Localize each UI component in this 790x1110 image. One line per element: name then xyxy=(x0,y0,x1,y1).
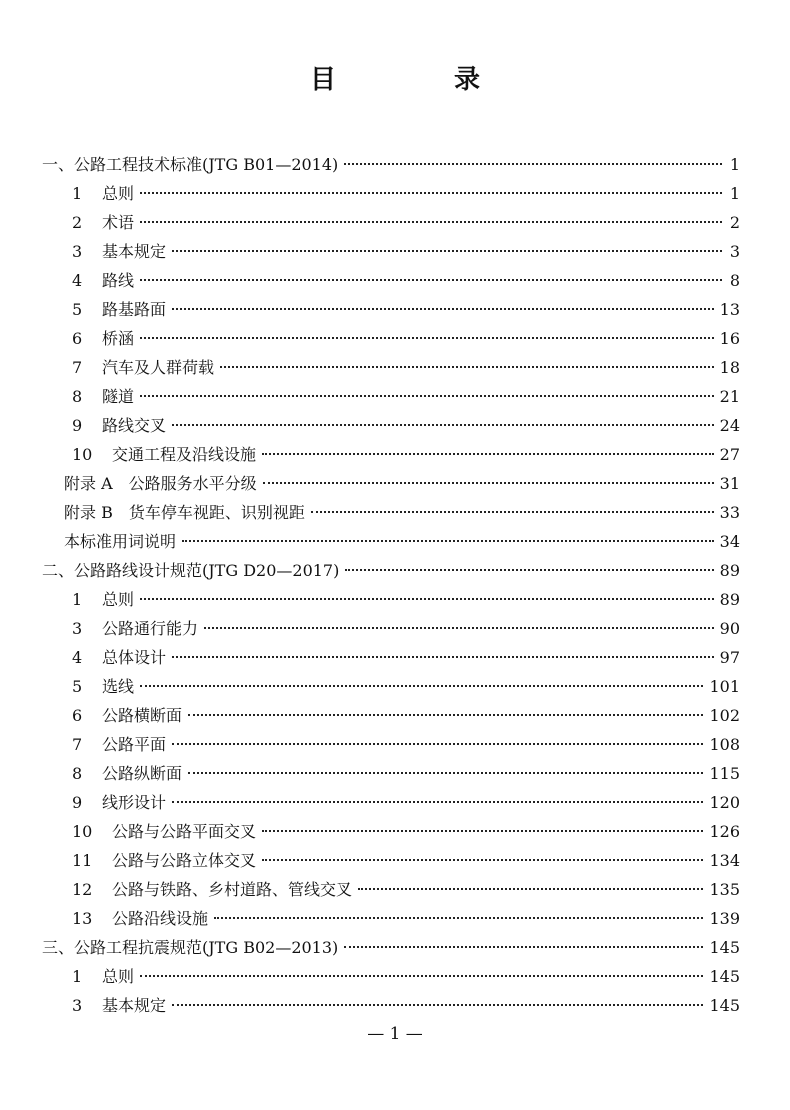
toc-entry-number: 9 xyxy=(72,416,83,435)
toc-entry-number: 13 xyxy=(72,909,93,928)
toc-entry[interactable] xyxy=(42,643,740,672)
toc-entry-label: 路线交叉 xyxy=(102,416,167,435)
toc-dot-leader xyxy=(344,946,703,948)
toc-entry[interactable] xyxy=(42,875,740,904)
toc-entry-page: 108 xyxy=(709,735,740,754)
toc-entry-page: 16 xyxy=(719,329,740,348)
toc-dot-leader xyxy=(140,279,722,281)
toc-entry-label: 基本规定 xyxy=(102,996,167,1015)
toc-entry-label: 公路纵断面 xyxy=(102,764,183,783)
toc-dot-leader xyxy=(172,250,722,252)
toc-entry-number: 9 xyxy=(72,793,83,812)
toc-entry-page: 34 xyxy=(719,532,740,551)
toc-entry-label: 总则 xyxy=(102,184,135,203)
toc-entry[interactable] xyxy=(42,266,740,295)
toc-entry-label: 本标准用词说明 xyxy=(64,532,177,551)
toc-entry-label: 公路平面 xyxy=(102,735,167,754)
toc-entry-label: 公路与铁路、乡村道路、管线交叉 xyxy=(112,880,353,899)
toc-entry[interactable] xyxy=(42,933,740,962)
toc-entry-number: 1 xyxy=(72,184,83,203)
toc-entry[interactable] xyxy=(42,788,740,817)
toc-dot-leader xyxy=(140,221,722,223)
toc-dot-leader xyxy=(140,975,703,977)
toc-entry-label: 二、公路路线设计规范(JTG D20—2017) xyxy=(42,561,340,580)
toc-entry[interactable] xyxy=(42,614,740,643)
toc-dot-leader xyxy=(358,888,703,890)
toc-entry[interactable] xyxy=(42,324,740,353)
toc-dot-leader xyxy=(172,743,703,745)
toc-entry[interactable] xyxy=(42,846,740,875)
toc-entry[interactable] xyxy=(42,962,740,991)
toc-entry-page: 126 xyxy=(709,822,740,841)
toc-entry-page: 27 xyxy=(719,445,740,464)
toc-entry-label: 基本规定 xyxy=(102,242,167,261)
toc-entry-number: 8 xyxy=(72,764,83,783)
toc-entry-page: 102 xyxy=(709,706,740,725)
toc-entry-number: 1 xyxy=(72,967,83,986)
toc-entry[interactable] xyxy=(42,991,740,1020)
toc-entry-page: 89 xyxy=(719,561,740,580)
toc-entry-number: 8 xyxy=(72,387,83,406)
toc-entry-page: 145 xyxy=(709,967,740,986)
toc-dot-leader xyxy=(311,511,714,513)
toc-entry[interactable] xyxy=(42,295,740,324)
toc-entry-label: 路线 xyxy=(102,271,135,290)
toc-entry-page: 134 xyxy=(709,851,740,870)
toc-entry[interactable] xyxy=(42,759,740,788)
toc-dot-leader xyxy=(220,366,714,368)
toc-entry-label: 总则 xyxy=(102,590,135,609)
toc-entry-page: 101 xyxy=(709,677,740,696)
toc-dot-leader xyxy=(345,569,713,571)
toc-entry-label: 公路与公路立体交叉 xyxy=(112,851,257,870)
toc-entry-number: 7 xyxy=(72,358,83,377)
toc-dot-leader xyxy=(344,163,722,165)
toc-entry[interactable] xyxy=(42,150,740,179)
toc-entry-number: 11 xyxy=(72,851,93,870)
toc-entry[interactable] xyxy=(42,817,740,846)
toc-entry[interactable] xyxy=(42,353,740,382)
toc-entry-label: 交通工程及沿线设施 xyxy=(112,445,257,464)
toc-entry-number: 4 xyxy=(72,648,83,667)
toc-dot-leader xyxy=(172,308,714,310)
toc-entry-page: 24 xyxy=(719,416,740,435)
toc-entry-page: 1 xyxy=(729,184,740,203)
toc-entry-label: 路基路面 xyxy=(102,300,167,319)
toc-entry[interactable] xyxy=(42,411,740,440)
toc-entry-number: 12 xyxy=(72,880,93,899)
toc-entry-label: 线形设计 xyxy=(102,793,167,812)
toc-entry-label: 公路与公路平面交叉 xyxy=(112,822,257,841)
toc-entry-number: 10 xyxy=(72,445,93,464)
toc-entry-number: 3 xyxy=(72,619,83,638)
toc-dot-leader xyxy=(262,859,703,861)
toc-dot-leader xyxy=(172,424,714,426)
toc-entry-page: 21 xyxy=(719,387,740,406)
toc-entry-label: 公路横断面 xyxy=(102,706,183,725)
toc-entry[interactable] xyxy=(42,179,740,208)
toc-entry-number: 2 xyxy=(72,213,83,232)
toc-entry-page: 115 xyxy=(709,764,740,783)
toc-entry-page: 139 xyxy=(709,909,740,928)
toc-entry-label: 公路沿线设施 xyxy=(112,909,209,928)
toc-entry-page: 2 xyxy=(729,213,740,232)
toc-entry-label: 总则 xyxy=(102,967,135,986)
toc-entry-label: 选线 xyxy=(102,677,135,696)
toc-entry-label: 汽车及人群荷载 xyxy=(102,358,215,377)
toc-entry-number: 1 xyxy=(72,590,83,609)
toc-entry-page: 89 xyxy=(719,590,740,609)
toc-dot-leader xyxy=(140,337,714,339)
toc-entry[interactable] xyxy=(42,440,740,469)
page-title: 目 录 xyxy=(309,65,526,95)
toc-entry[interactable] xyxy=(42,585,740,614)
toc-entry[interactable] xyxy=(42,527,740,556)
toc-dot-leader xyxy=(263,482,714,484)
toc-entry-number: 6 xyxy=(72,706,83,725)
toc-entry-page: 18 xyxy=(719,358,740,377)
toc-entry-number: 7 xyxy=(72,735,83,754)
table-of-contents xyxy=(42,150,740,1020)
toc-entry[interactable] xyxy=(42,701,740,730)
toc-entry-number: 3 xyxy=(72,242,83,261)
toc-entry-number: 5 xyxy=(72,677,83,696)
toc-entry-page: 120 xyxy=(709,793,740,812)
toc-entry-page: 3 xyxy=(729,242,740,261)
toc-dot-leader xyxy=(188,714,703,716)
page-number-footer: — 1 — xyxy=(367,1024,423,1044)
toc-entry-label: 附录 B 货车停车视距、识别视距 xyxy=(64,503,305,522)
toc-entry-label: 附录 A 公路服务水平分级 xyxy=(64,474,257,493)
toc-entry-page: 1 xyxy=(729,155,740,174)
toc-entry-page: 13 xyxy=(719,300,740,319)
toc-dot-leader xyxy=(188,772,703,774)
toc-entry-page: 97 xyxy=(719,648,740,667)
toc-entry-page: 8 xyxy=(729,271,740,290)
toc-entry-number: 3 xyxy=(72,996,83,1015)
toc-entry-page: 90 xyxy=(719,619,740,638)
toc-dot-leader xyxy=(140,685,703,687)
toc-entry[interactable] xyxy=(42,498,740,527)
toc-entry-label: 术语 xyxy=(102,213,135,232)
toc-entry[interactable] xyxy=(42,730,740,759)
toc-entry[interactable] xyxy=(42,469,740,498)
toc-entry[interactable] xyxy=(42,237,740,266)
toc-dot-leader xyxy=(172,1004,703,1006)
toc-entry-number: 6 xyxy=(72,329,83,348)
toc-dot-leader xyxy=(140,598,714,600)
toc-entry[interactable] xyxy=(42,904,740,933)
toc-entry[interactable] xyxy=(42,382,740,411)
toc-entry-label: 三、公路工程抗震规范(JTG B02—2013) xyxy=(42,938,339,957)
toc-entry-number: 4 xyxy=(72,271,83,290)
toc-entry-label: 隧道 xyxy=(102,387,135,406)
toc-dot-leader xyxy=(140,395,714,397)
toc-entry[interactable] xyxy=(42,208,740,237)
toc-dot-leader xyxy=(204,627,714,629)
toc-entry-label: 桥涵 xyxy=(102,329,135,348)
toc-entry-label: 公路通行能力 xyxy=(102,619,199,638)
toc-dot-leader xyxy=(214,917,703,919)
toc-entry-page: 135 xyxy=(709,880,740,899)
toc-dot-leader xyxy=(182,540,714,542)
toc-dot-leader xyxy=(172,801,703,803)
toc-entry-page: 31 xyxy=(719,474,740,493)
toc-entry-page: 145 xyxy=(709,996,740,1015)
toc-entry-page: 33 xyxy=(719,503,740,522)
toc-entry-label: 一、公路工程技术标准(JTG B01—2014) xyxy=(42,155,339,174)
toc-entry-number: 10 xyxy=(72,822,93,841)
toc-entry[interactable] xyxy=(42,672,740,701)
toc-entry-number: 5 xyxy=(72,300,83,319)
toc-entry-label: 总体设计 xyxy=(102,648,167,667)
toc-dot-leader xyxy=(262,453,714,455)
toc-dot-leader xyxy=(140,192,722,194)
toc-dot-leader xyxy=(172,656,714,658)
toc-dot-leader xyxy=(262,830,703,832)
toc-entry-page: 145 xyxy=(709,938,740,957)
toc-entry[interactable] xyxy=(42,556,740,585)
